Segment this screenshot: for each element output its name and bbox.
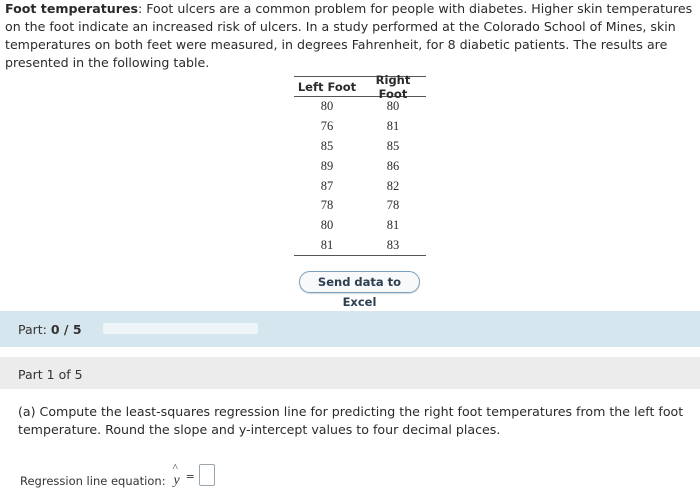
table-row: [294, 137, 426, 157]
column-header-left-foot: Left Foot: [297, 79, 357, 94]
part1-label: Part 1 of 5: [18, 367, 83, 382]
right-foot-cell: 81: [386, 218, 400, 233]
right-foot-cell: 78: [386, 198, 400, 213]
column-header-right-foot: Right Foot: [375, 72, 411, 101]
problem-statement: [5, 0, 695, 72]
table-row: [294, 176, 426, 196]
part-progress-label: Part: 0 / 5: [18, 322, 82, 337]
right-foot-cell: 86: [386, 158, 400, 173]
regression-equation-input[interactable]: [199, 464, 215, 486]
table-row: [294, 97, 426, 117]
table-row: [294, 196, 426, 216]
part-progress-bar: [0, 311, 700, 347]
question-text: (a) Compute the least-squares regression line for predicting the right foot temperatures from the left foot temperature. Round the slope and y-intercept values to four decimal places.: [18, 404, 684, 437]
left-foot-cell: 78: [320, 198, 334, 213]
table-body: [294, 97, 426, 255]
equation-label: Regression line equation:: [20, 474, 166, 488]
table-row: [294, 117, 426, 137]
equation-row: [20, 462, 215, 492]
right-foot-cell: 85: [386, 138, 400, 153]
part1-header: [0, 357, 700, 389]
equals-sign: =: [185, 469, 195, 483]
y-hat-symbol: ^ y: [172, 462, 180, 488]
left-foot-cell: 87: [320, 178, 334, 193]
part-progress-value: 0 / 5: [50, 322, 82, 337]
left-foot-cell: 76: [320, 119, 334, 134]
right-foot-cell: 82: [386, 178, 400, 193]
left-foot-cell: 80: [320, 99, 334, 114]
data-table: [294, 72, 426, 256]
table-row: [294, 216, 426, 236]
left-foot-cell: 80: [320, 218, 334, 233]
table-header: [294, 72, 426, 101]
progress-track: [103, 323, 258, 334]
right-foot-cell: 81: [386, 119, 400, 134]
send-to-excel-button[interactable]: Send data to Excel: [299, 271, 420, 293]
left-foot-cell: 89: [320, 158, 334, 173]
right-foot-cell: 80: [386, 99, 400, 114]
problem-title: Foot temperatures: [5, 1, 138, 16]
right-foot-cell: 83: [386, 237, 400, 252]
table-row: [294, 236, 426, 256]
table-row: [294, 156, 426, 176]
problem-text: : Foot ulcers are a common problem for people with diabetes. Higher skin temperatures on the foot indicate an increased risk of ulcers. In a study performed at the Colorado School of Mines, skin temperatures on both feet were measured, in degrees Fahrenheit, for 8 diabetic patients. The results are presented in the following table.: [5, 1, 693, 70]
left-foot-cell: 85: [320, 138, 334, 153]
left-foot-cell: 81: [320, 237, 334, 252]
